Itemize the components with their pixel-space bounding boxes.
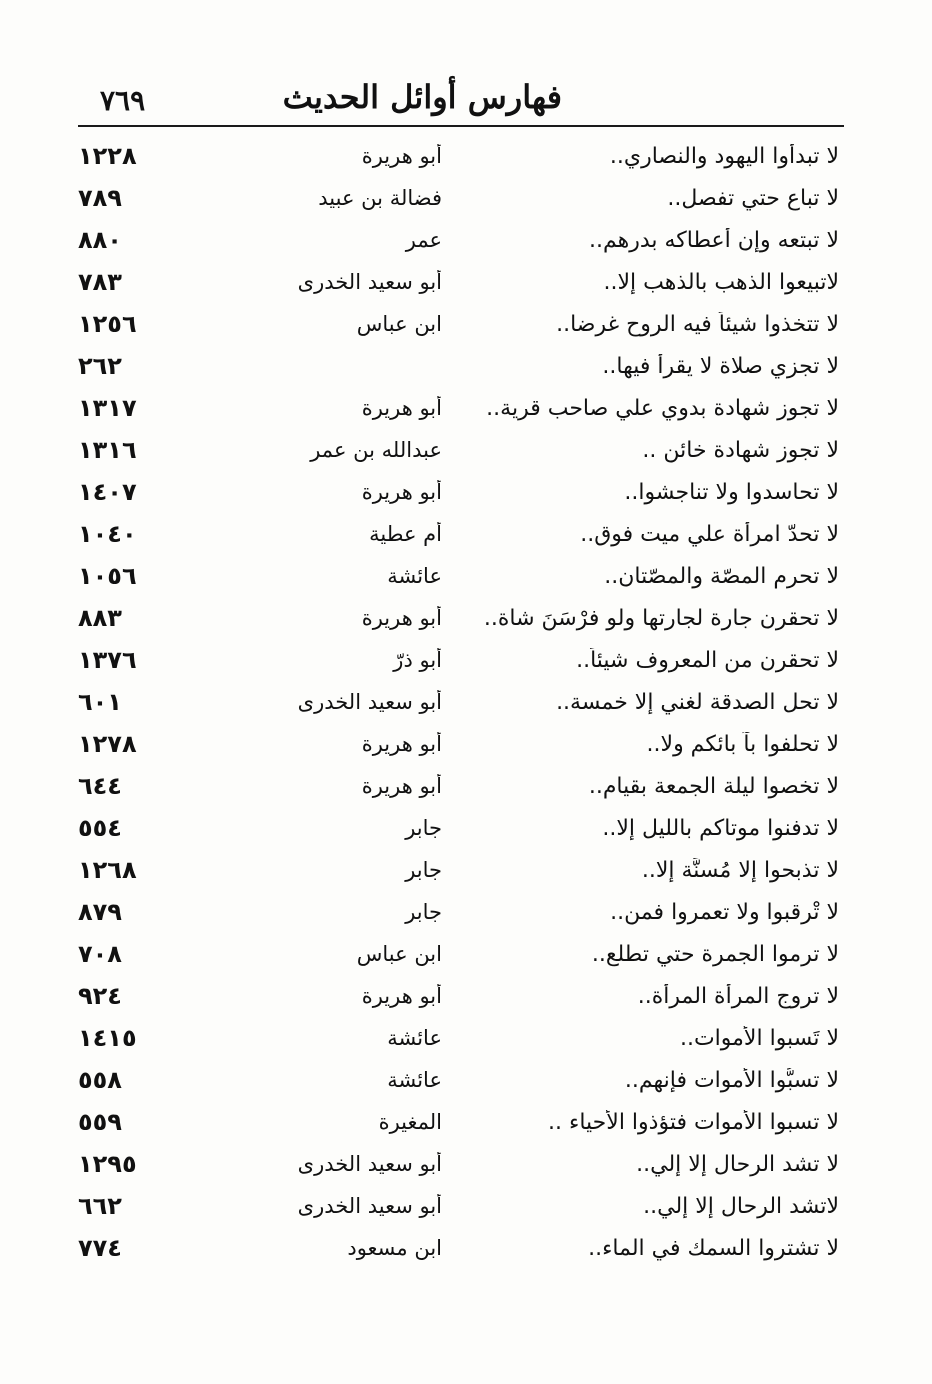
narrator-name: أبو هريرة — [361, 396, 442, 420]
index-row — [0, 1064, 932, 1106]
hadith-opening-text: لا تبتعه وإن أعطاكه بدرهم.. — [588, 228, 839, 253]
hadith-number: ١٢٧٨ — [78, 730, 137, 758]
hadith-opening-text: لا ترموا الجمرة حتي تطلع.. — [591, 942, 839, 967]
narrator-name: جابر — [405, 816, 442, 840]
narrator-name: أبو سعيد الخدرى — [297, 270, 442, 294]
hadith-number: ٨٨٠ — [78, 226, 122, 254]
hadith-number: ١٢٩٥ — [78, 1150, 137, 1178]
hadith-number: ١٢٢٨ — [78, 142, 137, 170]
hadith-number: ٦٦٢ — [78, 1192, 122, 1220]
hadith-opening-text: لا تحقرن جارة لجارتها ولو فرْسَنَ شاة.. — [483, 606, 839, 631]
hadith-opening-text: لا تْرقبوا ولا تعمروا فمن.. — [610, 900, 839, 925]
hadith-number: ١٤٠٧ — [78, 478, 137, 506]
index-row — [0, 266, 932, 308]
hadith-number: ٧٨٩ — [78, 184, 122, 212]
index-row — [0, 602, 932, 644]
index-row — [0, 1148, 932, 1190]
hadith-opening-text: لا تجزي صلاة لا يقرأ فيها.. — [602, 354, 839, 379]
hadith-opening-text: لا تسبوا الأموات فتؤذوا الأحياء .. — [548, 1110, 839, 1135]
index-row — [0, 182, 932, 224]
index-row — [0, 812, 932, 854]
index-row — [0, 770, 932, 812]
narrator-name: ابن مسعود — [347, 1236, 442, 1260]
index-row — [0, 434, 932, 476]
hadith-opening-text: لا تجوز شهادة بدوي علي صاحب قرية.. — [486, 396, 839, 421]
index-row — [0, 938, 932, 980]
hadith-number: ١٠٥٦ — [78, 562, 137, 590]
index-row — [0, 308, 932, 350]
narrator-name: عمر — [405, 228, 442, 252]
hadith-opening-text: لا تحرم المصّة والمصّتان.. — [604, 564, 839, 589]
index-row — [0, 1190, 932, 1232]
narrator-name: أبو هريرة — [361, 144, 442, 168]
hadith-number: ٥٥٨ — [78, 1066, 122, 1094]
narrator-name: ابن عباس — [356, 312, 442, 336]
narrator-name: فضالة بن عبيد — [318, 186, 442, 210]
hadith-number: ١٣١٦ — [78, 436, 137, 464]
index-row — [0, 476, 932, 518]
page-number: ٧٦٩ — [100, 84, 146, 117]
index-row — [0, 140, 932, 182]
hadith-number: ٦٤٤ — [78, 772, 122, 800]
hadith-number: ١٠٤٠ — [78, 520, 137, 548]
narrator-name: أبو سعيد الخدرى — [297, 1152, 442, 1176]
narrator-name: عائشة — [387, 1068, 442, 1092]
index-row — [0, 518, 932, 560]
hadith-number: ٧٨٣ — [78, 268, 122, 296]
hadith-opening-text: لا تجوز شهادة خائن .. — [642, 438, 839, 463]
narrator-name: أبو سعيد الخدرى — [297, 1194, 442, 1218]
narrator-name: عبدالله بن عمر — [310, 438, 442, 462]
index-row — [0, 1106, 932, 1148]
narrator-name: أبو هريرة — [361, 984, 442, 1008]
hadith-opening-text: لاتشد الرحال إلا إلي.. — [643, 1194, 839, 1219]
header-rule — [78, 125, 844, 127]
narrator-name: أبو هريرة — [361, 732, 442, 756]
hadith-opening-text: لا تروج المرأة المرأة.. — [637, 984, 839, 1009]
hadith-opening-text: لا تحاسدوا ولا تناجشوا.. — [624, 480, 839, 505]
narrator-name: أبو هريرة — [361, 480, 442, 504]
hadith-index-list — [0, 140, 932, 1274]
page-header — [78, 78, 562, 122]
narrator-name: أبو هريرة — [361, 606, 442, 630]
narrator-name: أم عطية — [369, 522, 442, 546]
narrator-name: عائشة — [387, 564, 442, 588]
index-row — [0, 854, 932, 896]
hadith-opening-text: لا تحقرن من المعروف شيئاً.. — [576, 648, 839, 673]
hadith-number: ١٣٧٦ — [78, 646, 137, 674]
narrator-name: عائشة — [387, 1026, 442, 1050]
narrator-name: أبو سعيد الخدرى — [297, 690, 442, 714]
hadith-opening-text: لا تَسبوا الأموات.. — [679, 1026, 839, 1051]
hadith-opening-text: لا تدفنوا موتاكم بالليل إلا.. — [602, 816, 839, 841]
hadith-number: ٥٥٩ — [78, 1108, 122, 1136]
hadith-opening-text: لا تباع حتي تفصل.. — [667, 186, 839, 211]
hadith-number: ٧٠٨ — [78, 940, 122, 968]
index-row — [0, 560, 932, 602]
index-row — [0, 392, 932, 434]
hadith-number: ٥٥٤ — [78, 814, 122, 842]
hadith-opening-text: لاتبيعوا الذهب بالذهب إلا.. — [603, 270, 839, 295]
index-row — [0, 224, 932, 266]
page-title: فهارس أوائل الحديث — [282, 78, 562, 116]
hadith-opening-text: لا تحدّ امرأة علي ميت فوق.. — [580, 522, 839, 547]
hadith-opening-text: لا تتخذوا شيئاً فيه الروح غرضا.. — [556, 312, 839, 337]
narrator-name: أبو ذرّ — [393, 648, 442, 672]
hadith-opening-text: لا تبدأوا اليهود والنصاري.. — [609, 144, 839, 169]
hadith-opening-text: لا تحلفوا بآ بائكم ولا.. — [646, 732, 839, 757]
hadith-opening-text: لا تشد الرحال إلا إلي.. — [636, 1152, 839, 1177]
hadith-opening-text: لا تحل الصدقة لغني إلا خمسة.. — [556, 690, 839, 715]
hadith-number: ٧٧٤ — [78, 1234, 122, 1262]
hadith-opening-text: لا تشتروا السمك في الماء.. — [588, 1236, 839, 1261]
index-row — [0, 896, 932, 938]
hadith-opening-text: لا تخصوا ليلة الجمعة بقيام.. — [588, 774, 839, 799]
narrator-name: المغيرة — [378, 1110, 442, 1134]
index-row — [0, 980, 932, 1022]
hadith-number: ١٢٦٨ — [78, 856, 137, 884]
index-row — [0, 686, 932, 728]
narrator-name: جابر — [405, 900, 442, 924]
index-row — [0, 644, 932, 686]
hadith-number: ٢٦٢ — [78, 352, 122, 380]
hadith-number: ٨٧٩ — [78, 898, 122, 926]
hadith-number: ٩٢٤ — [78, 982, 122, 1010]
narrator-name: ابن عباس — [356, 942, 442, 966]
hadith-number: ١٢٥٦ — [78, 310, 137, 338]
hadith-opening-text: لا تسبُّوا الأموات فإنهم.. — [624, 1068, 839, 1093]
index-row — [0, 1232, 932, 1274]
hadith-number: ١٤١٥ — [78, 1024, 137, 1052]
hadith-number: ٦٠١ — [78, 688, 122, 716]
hadith-number: ١٣١٧ — [78, 394, 137, 422]
index-row — [0, 1022, 932, 1064]
hadith-number: ٨٨٣ — [78, 604, 122, 632]
narrator-name: أبو هريرة — [361, 774, 442, 798]
hadith-opening-text: لا تذبحوا إلا مُسنَّة إلا.. — [641, 858, 839, 883]
index-row — [0, 728, 932, 770]
narrator-name: جابر — [405, 858, 442, 882]
index-row — [0, 350, 932, 392]
